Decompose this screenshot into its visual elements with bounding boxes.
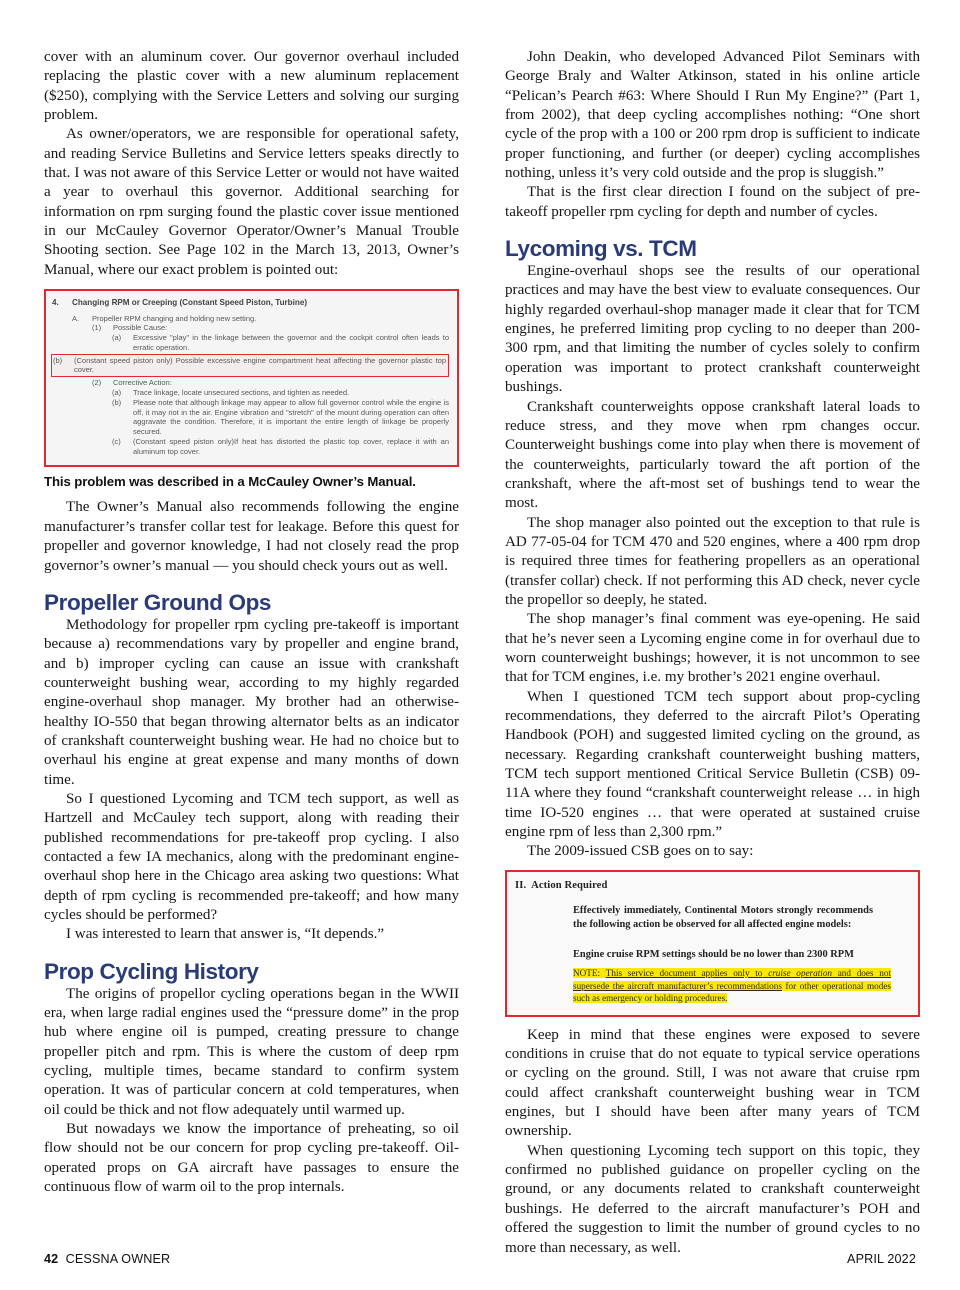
paragraph: The origins of propellor cycling operations began in the WWII era, when large radial engines used the “pressure dome” in the prop hub where engine oil is pumped, creating pressure to change propeller pitch and rpm. This is where the custom of deep rpm cycling, multiple times, became standard to confirm system operation. It was of particular concern at cold temperatures, when oil could be thick and not flow adequately until warmed up.: [44, 985, 459, 1118]
figure2-body: [573, 904, 908, 1005]
figure-action-b-label: (b): [112, 397, 122, 407]
section-heading-prop-cycling-history: Prop Cycling History: [44, 958, 259, 984]
figure2-bold-line: Engine cruise RPM settings should be no lower than 2300 RPM: [573, 948, 854, 960]
figure-item-title: Changing RPM or Creeping (Constant Speed Piston, Turbine): [72, 298, 308, 308]
figure-action-c-text: (Constant speed piston only)If heat has distorted the plastic top cover, replace it with an aluminum top cover.: [133, 436, 449, 456]
figure-cause-label: (1): [92, 323, 102, 333]
figure2-note-part1: This service document applies only to: [605, 967, 763, 978]
paragraph: But nowadays we know the importance of preheating, so oil flow should not be our concern for prop cycling pre-takeoff. Oil-operated props on GA aircraft have passages to ensure the continuous flow of warm oil to the prop internals.: [44, 1121, 459, 1196]
figure-action-a: [112, 388, 449, 398]
figure-possible-cause: [92, 323, 449, 333]
figure-item-4: [52, 298, 449, 308]
figure-csb-action-required: [505, 870, 920, 1017]
section-heading-propeller-ground-ops: Propeller Ground Ops: [44, 589, 272, 615]
paragraph: As owner/operators, we are responsible for operational safety, and reading Service Bulletins and Service letters speaks directly to that. I was not aware of this Service Letter or would not have waited a year to overhaul this governor. Additional searching for information on rpm surging found the plastic cover issue mentioned in our McCauley Governor Operator/Owner’s Manual Trouble Shooting section. See Page 102 in the March 13, 2013, Owner’s Manual, where our exact problem is pointed out:: [44, 126, 459, 278]
figure-cause-b-text: (Constant speed piston only) Possible excessive engine compartment heat affecting the governor plastic top cover.: [74, 355, 446, 375]
figure-mccauley-manual-excerpt: [44, 289, 459, 467]
figure2-note-italic: cruise operation: [768, 967, 833, 978]
figure-cause-a-label: (a): [112, 332, 122, 342]
two-column-layout: [44, 48, 920, 1258]
figure-action-c-label: (c): [112, 436, 121, 446]
figure-action-title: Corrective Action:: [113, 378, 172, 388]
figure-action-label: (2): [92, 378, 102, 388]
paragraph: Crankshaft counterweights oppose crankshaft lateral loads to reduce stress, and they move when rpm changes occur. Counterweight bushings come into play when there is movement of the counterweights, particularly toward the aft portion of the crankshaft, where the aft-most set of bushings tend to wear the most.: [505, 398, 920, 512]
paragraph: Methodology for propeller rpm cycling pre-takeoff is important because a) recommendations vary by propeller and engine brand, and b) improper cycling can cause an issue with crankshaft counterweight bushing wear, according to my highly regarded engine-overhaul shop manager. My brother had an otherwise-healthy IO-550 that began throwing alternator belts as an indicator of crankshaft counterweight bushing wear. He had no choice but to overhaul his engine at great expense and many months of down time.: [44, 616, 459, 788]
figure2-note-part3: for other operational modes such as emergency or holding procedures.: [573, 980, 891, 1004]
figure-action-b: [112, 398, 449, 437]
figure-sub-a-label: A.: [72, 313, 80, 323]
figure-caption: This problem was described in a McCauley Owner’s Manual.: [44, 474, 416, 490]
figure-action-a-text: Trace linkage, locate unsecured sections, and tighten as needed.: [133, 387, 350, 397]
issue-date: APRIL 2022: [847, 1252, 916, 1266]
figure-action-a-label: (a): [112, 387, 122, 397]
figure-action-b-text: Please note that although linkage may appear to allow full governor control while the engine is off, it may not in the air. Engine vibration and "stretch" of the mount during operation can often aggravate the condition. Therefore, it is important the entire length of linkage be properly secured.: [133, 397, 449, 437]
page-number: 42: [44, 1252, 59, 1266]
footer-left: [44, 1252, 170, 1266]
publication-name: CESSNA OWNER: [65, 1252, 171, 1266]
figure2-section-number: II.: [515, 879, 527, 891]
figure-sub-a: [72, 314, 449, 324]
figure-cause-b-label: (b): [53, 355, 63, 365]
figure-action-c: [112, 437, 449, 457]
paragraph: That is the first clear direction I found on the subject of pre-takeoff propeller rpm cycling for depth and number of cycles.: [505, 184, 920, 220]
figure2-section-title: Action Required: [531, 879, 608, 891]
figure2-heading: [515, 880, 908, 891]
figure-sub-a-text: Propeller RPM changing and holding new setting.: [92, 313, 257, 323]
section-heading-lycoming-vs-tcm: Lycoming vs. TCM: [505, 236, 697, 262]
left-column: [44, 48, 459, 1258]
paragraph: So I questioned Lycoming and TCM tech support, as well as Hartzell and McCauley tech support, along with reading their published recommendations for pre-takeoff prop cycling. I also contacted a few IA mechanics, along with the predominant engine-overhaul shop here in the Chicago area asking two questions: What depth of rpm cycling is recommended pre-takeoff; and how many cycles should be performed?: [44, 790, 459, 924]
paragraph: The 2009-issued CSB goes on to say:: [527, 843, 754, 860]
figure-item-number: 4.: [52, 298, 59, 308]
paragraph: When I questioned TCM tech support about prop-cycling recommendations, they deferred to the aircraft Pilot’s Operating Handbook (POH) and suggested limited cycling on the ground, as necessary. Regarding crankshaft counterweight bushing matters, TCM tech support mentioned Critical Service Bulletin (CSB) 09-11A where they found “crankshaft counterweight release … in high time IO-520 engines … that were operated at sustained cruise engine rpm of less than 2,300 rpm.”: [505, 688, 920, 841]
figure-corrective-action: [92, 378, 449, 388]
figure2-paragraph: Effectively immediately, Continental Motors strongly recommends the following action be observed for all affected engine models:: [573, 904, 873, 931]
paragraph: Keep in mind that these engines were exposed to severe conditions in cruise that do not equate to typical service operations or cycling on the ground. Still, I was not aware that cruise rpm could affect crankshaft counterweight bushing wear in TCM engines, but I should have been after many years of TCM ownership.: [505, 1026, 920, 1140]
figure-cause-title: Possible Cause:: [113, 323, 168, 333]
footer-right: [847, 1252, 916, 1266]
figure2-note-highlighted: [573, 967, 891, 1005]
paragraph: The shop manager also pointed out the exception to that rule is AD 77-05-04 for TCM 470 and 520 engines, where a 400 rpm drop is required three times for feathering propellers as an operational (transfer collar) check. If not performing this AD check, never cycle the propellor so deeply, he stated.: [505, 514, 920, 608]
paragraph: Engine-overhaul shops see the results of our operational practices and may have the best view to evaluate consequences. Our highly regarded overhaul-shop manager made it clear that for TCM engines, he preferred limiting prop cycling to no deeper than 200-300 rpm, and that limiting the number of cycles solely to confirm operation was important to protect crankshaft counterweight bushings.: [505, 263, 920, 396]
figure2-note-part2: and does not supersede the aircraft manufacturer’s recommendations: [573, 967, 892, 991]
paragraph: When questioning Lycoming tech support on this topic, they confirmed no published guidance on propeller cycling on the ground, or any documents related to crankshaft counterweight bushings. He deferred to the aircraft manufacturer’s POH and offered the suggestion to limit the number of ground cycles to no more than necessary, as well.: [505, 1142, 920, 1256]
right-column: [505, 48, 920, 1258]
figure-cause-a-text: Excessive "play" in the linkage between the governor and the cockpit control often leads to erratic operation.: [133, 332, 449, 352]
paragraph: The Owner’s Manual also recommends following the engine manufacturer’s transfer collar test for leakage. Before this quest for propeller and governor knowledge, I had not closely read the prop governor’s owner’s manual — you should check yours out as well.: [44, 499, 459, 574]
figure2-note-prefix: NOTE:: [573, 967, 601, 978]
paragraph: cover with an aluminum cover. Our governor overhaul included replacing the plastic cover with a new aluminum replacement ($250), complying with the Service Letters and solving our surging problem.: [44, 49, 459, 124]
paragraph: John Deakin, who developed Advanced Pilot Seminars with George Braly and Walter Atkinson, stated in his online article “Pelican’s Pearch #63: Where Should I Run My Engine?” (Part 1, from 2002), that deep cycling accomplishes nothing: “One short cycle of the prop with a 100 or 200 rpm drop is sufficient to indicate proper functioning, and further (or deeper) cycling accomplishes nothing, unless it’s very cold outside and the prop is sluggish.”: [505, 49, 920, 182]
paragraph: I was interested to learn that answer is, “It depends.”: [66, 926, 385, 943]
figure-cause-a: [112, 333, 449, 353]
figure-cause-b-highlighted: [51, 354, 449, 378]
paragraph: The shop manager’s final comment was eye-opening. He said that he’s never seen a Lycoming engine come in for overhaul due to worn counterweight bushings; however, it is not uncommon to see that for TCM engines, i.e. my brother’s 2021 engine overhaul.: [505, 611, 920, 686]
